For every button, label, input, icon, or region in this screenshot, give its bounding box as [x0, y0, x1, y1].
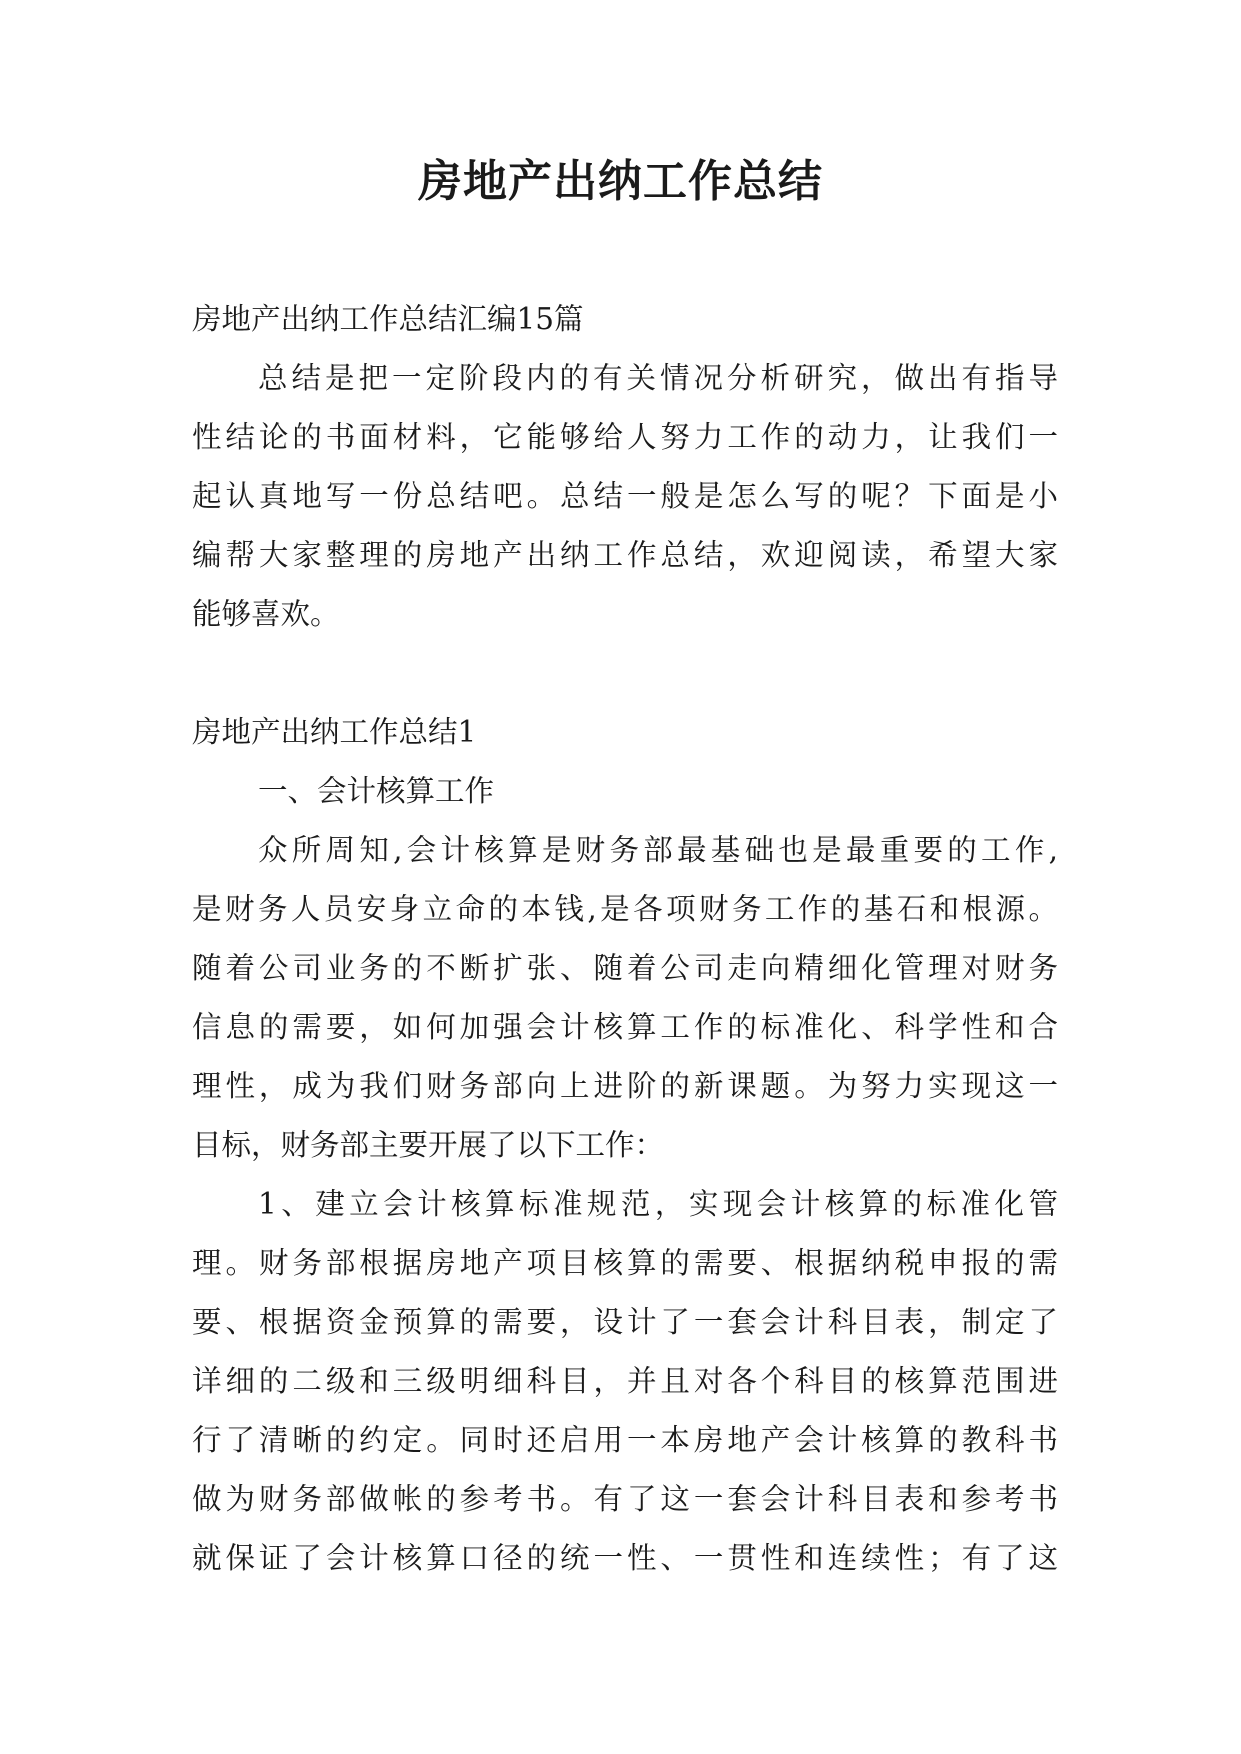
body-line: 目标，财务部主要开展了以下工作：: [192, 1128, 665, 1162]
subtitle-line: 房地产出纳工作总结汇编15篇: [192, 302, 584, 336]
body-line: 理性，成为我们财务部向上进阶的新课题。为努力实现这一: [192, 1069, 1058, 1103]
body-line: 行了清晰的约定。同时还启用一本房地产会计核算的教科书: [192, 1423, 1058, 1457]
body-line: 性结论的书面材料，它能够给人努力工作的动力，让我们一: [192, 420, 1058, 454]
subsection-heading: 一、会计核算工作: [258, 774, 495, 808]
body-line: 众所周知,会计核算是财务部最基础也是最重要的工作,: [258, 833, 1058, 867]
document-body: [192, 290, 1058, 1588]
document-title: 房地产出纳工作总结: [418, 156, 823, 207]
body-line: 1、建立会计核算标准规范，实现会计核算的标准化管: [258, 1187, 1058, 1221]
body-line: 详细的二级和三级明细科目，并且对各个科目的核算范围进: [192, 1364, 1058, 1398]
body-line: 就保证了会计核算口径的统一性、一贯性和连续性；有了这: [192, 1541, 1058, 1575]
body-line: 理。财务部根据房地产项目核算的需要、根据纳税申报的需: [192, 1246, 1058, 1280]
section-heading: 房地产出纳工作总结1: [192, 715, 477, 749]
body-line: 编帮大家整理的房地产出纳工作总结，欢迎阅读，希望大家: [192, 538, 1058, 572]
body-line: 做为财务部做帐的参考书。有了这一套会计科目表和参考书: [192, 1482, 1058, 1516]
body-line: 要、根据资金预算的需要，设计了一套会计科目表，制定了: [192, 1305, 1058, 1339]
body-line: 信息的需要，如何加强会计核算工作的标准化、科学性和合: [192, 1010, 1058, 1044]
paragraph-gap: [192, 644, 1058, 703]
body-line: 随着公司业务的不断扩张、随着公司走向精细化管理对财务: [192, 951, 1058, 985]
body-line: 是财务人员安身立命的本钱,是各项财务工作的基石和根源。: [192, 892, 1058, 926]
body-line: 总结是把一定阶段内的有关情况分析研究，做出有指导: [258, 361, 1058, 395]
body-line: 起认真地写一份总结吧。总结一般是怎么写的呢？下面是小: [192, 479, 1058, 513]
body-line: 能够喜欢。: [192, 597, 340, 631]
